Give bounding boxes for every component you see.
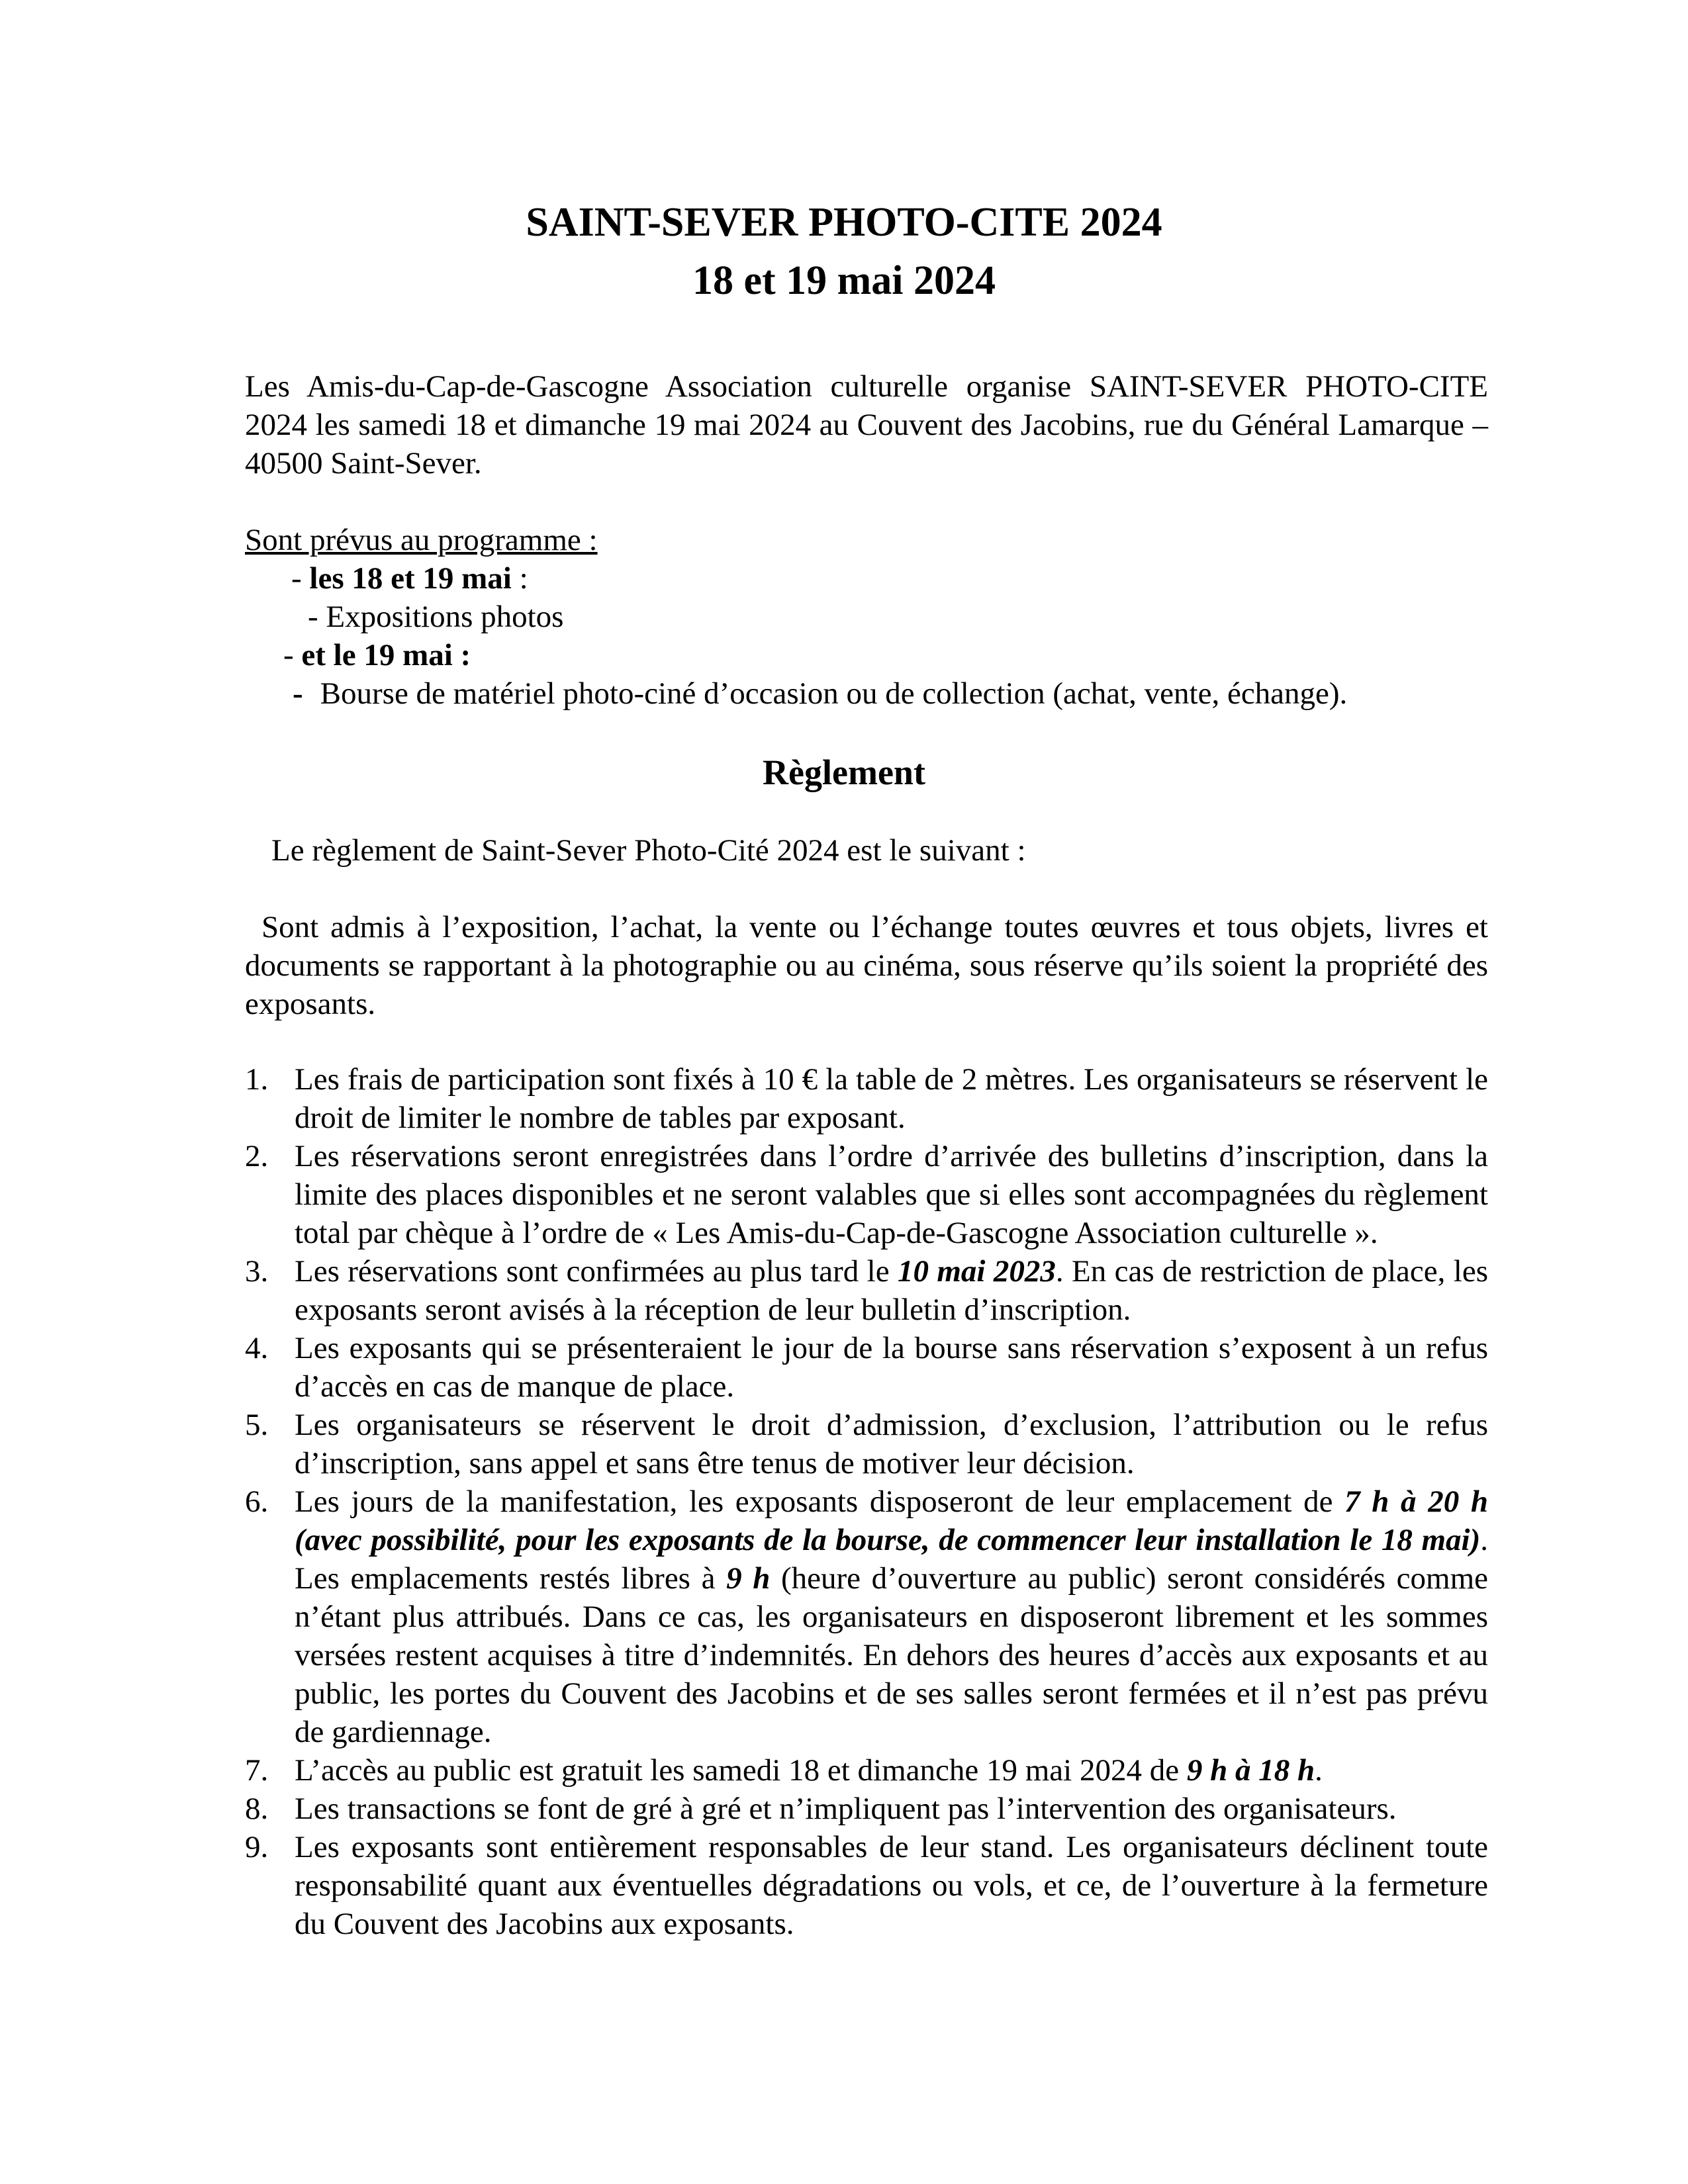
rule-text-after: . En cas de restriction de place, les exposants seront avisés à la réception de leur bulletin d’inscription. [295, 1254, 1488, 1327]
title-line-2: 18 et 19 mai 2024 [692, 258, 996, 303]
program-day2-label: et le 19 mai : [301, 638, 471, 672]
program-day2-item [245, 674, 1488, 713]
title-line-1: SAINT-SEVER PHOTO-CITE 2024 [526, 200, 1162, 245]
program-day2-dash: - [283, 638, 302, 672]
rule-text: Les transactions se font de gré à gré et n’impliquent pas l’intervention des organisateurs. [295, 1792, 1397, 1826]
rule-text: Les frais de participation sont fixés à 10 € la table de 2 mètres. Les organisateurs se réservent le droit de limiter le nombre de tables par exposant. [295, 1062, 1488, 1135]
rule-opening-hour: 9 h [726, 1561, 771, 1596]
reglement-admis-text: Sont admis à l’exposition, l’achat, la vente ou l’échange toutes œuvres et tous objets, livres et documents se rapportant à la photographie ou au cinéma, sous réserve qu’ils soient la propriété des exposants. [245, 910, 1488, 1021]
program-day1-dash: - [291, 561, 310, 596]
rule-item [245, 1252, 1488, 1329]
rule-number: 4. [245, 1331, 269, 1365]
rule-text-before: Les jours de la manifestation, les exposants disposeront de leur emplacement de [295, 1484, 1345, 1519]
rule-text-middle: . Les emplacements restés libres à [295, 1523, 1488, 1596]
rule-item [245, 1751, 1488, 1790]
program-day1-item: - Expositions photos [308, 600, 564, 634]
rule-number: 8. [245, 1792, 269, 1826]
reglement-admis [245, 908, 1488, 1023]
program-day2 [245, 636, 1488, 674]
rule-item [245, 1329, 1488, 1406]
rule-text: Les exposants sont entièrement responsables de leur stand. Les organisateurs déclinent toute responsabilité quant aux éventuelles dégradations ou vols, et ce, de l’ouverture à la fermeture du Couvent des Jacobins aux exposants. [295, 1830, 1488, 1941]
rule-number: 7. [245, 1753, 269, 1788]
rule-item [245, 1137, 1488, 1252]
rule-text: Les exposants qui se présenteraient le jour de la bourse sans réservation s’exposent à un refus d’accès en cas de manque de place. [295, 1331, 1488, 1404]
program-section [245, 521, 1488, 713]
program-day1-colon: : [511, 561, 528, 596]
rule-item [245, 1828, 1488, 1943]
program-day1 [245, 559, 1488, 598]
rule-text: Les organisateurs se réservent le droit d’admission, d’exclusion, l’attribution ou le refus d’inscription, sans appel et sans être tenus de motiver leur décision. [295, 1408, 1488, 1480]
program-day2-item-text: Bourse de matériel photo-ciné d’occasion ou de collection (achat, vente, échange). [320, 676, 1348, 711]
document-title [0, 193, 1688, 310]
rule-number: 3. [245, 1254, 269, 1289]
rule-item [245, 1790, 1488, 1828]
program-day2-item-dash: - [293, 676, 303, 711]
intro-paragraph: Les Amis-du-Cap-de-Gascogne Association culturelle organise SAINT-SEVER PHOTO-CITE 2024 les samedi 18 et dimanche 19 mai 2024 au Couvent des Jacobins, rue du Général Lamarque – 40500 Saint-Sever. [245, 369, 1488, 480]
program-day1-label: les 18 et 19 mai [309, 561, 512, 596]
rule-text-before: L’accès au public est gratuit les samedi 18 et dimanche 19 mai 2024 de [295, 1753, 1187, 1788]
rule-item [245, 1060, 1488, 1137]
rule-item [245, 1482, 1488, 1751]
rule-item [245, 1406, 1488, 1482]
reglement-lead: Le règlement de Saint-Sever Photo-Cité 2024 est le suivant : [271, 833, 1026, 868]
rule-number: 5. [245, 1408, 269, 1442]
rule-public-hours: 9 h à 18 h [1186, 1753, 1315, 1788]
rule-text-after: (heure d’ouverture au public) seront considérés comme n’étant plus attribués. Dans ce cas, les organisateurs en disposeront librement et les sommes versées restent acquises à titre d’indemnités. En dehors des heures d’accès aux exposants et au public, les portes du Couvent des Jacobins et de ses salles seront fermées et il n’est pas prévu de gardiennage. [295, 1561, 1488, 1749]
rule-number: 1. [245, 1062, 269, 1097]
reglement-title: Règlement [763, 752, 925, 792]
rule-number: 6. [245, 1484, 269, 1519]
rule-number: 9. [245, 1830, 269, 1864]
rule-number: 2. [245, 1139, 269, 1173]
rule-deadline-date: 10 mai 2023 [897, 1254, 1056, 1289]
rule-text-before: Les réservations sont confirmées au plus tard le [295, 1254, 898, 1289]
rule-text: Les réservations seront enregistrées dans l’ordre d’arrivée des bulletins d’inscription, dans la limite des places disponibles et ne seront valables que si elles sont accompagnées du règlement total par chèque à l’ordre de « Les Amis-du-Cap-de-Gascogne Association culturelle ». [295, 1139, 1488, 1250]
rules-list [245, 1060, 1488, 1943]
program-heading: Sont prévus au programme : [245, 523, 598, 557]
rule-hours-emphasis: 7 h à 20 h (avec possibilité, pour les exposants de la bourse, de commencer leur installation le 18 mai) [295, 1484, 1488, 1557]
rule-text-after: . [1315, 1753, 1323, 1788]
